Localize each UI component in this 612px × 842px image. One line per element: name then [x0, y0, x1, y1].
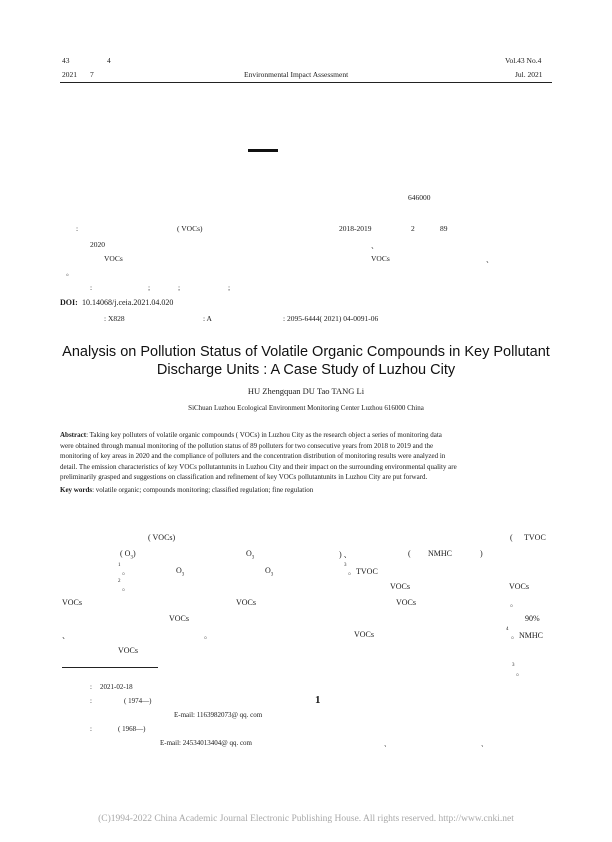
body-o3-d: $O_3$	[265, 566, 274, 578]
author1-email[interactable]: E-mail: 1163982073@ qq. com	[174, 711, 263, 719]
abstract-cn-vocs-3: VOCs	[371, 254, 390, 263]
abstract-cn-dun-2: 、	[486, 255, 494, 264]
abstract-cn-89: 89	[440, 224, 448, 233]
doi-label: DOI:	[60, 298, 78, 307]
body-vocs-r6: VOCs	[169, 614, 190, 623]
page-number: 1	[315, 694, 321, 706]
ref-3b: 3	[512, 663, 515, 668]
abstract-cn-end: 。	[66, 268, 74, 277]
body-tvoc: TVOC	[524, 533, 546, 542]
footnote-dun-2: 、	[481, 740, 488, 748]
body-tvoc-2: 。TVOC	[348, 567, 378, 576]
body-paren-dun: ) 、	[339, 550, 352, 559]
abstract-cn-dun: 、	[371, 241, 379, 250]
body-paren: (	[510, 533, 513, 542]
journal-name: Environmental Impact Assessment	[244, 70, 349, 79]
english-title-line-1: Analysis on Pollution Status of Volatile Organic Compounds in Key Pollutant	[62, 344, 550, 360]
header-rule	[60, 82, 552, 83]
body-o3-a: ( $O_3$)	[120, 549, 136, 561]
received-colon: :	[90, 683, 92, 691]
abstract-cn-colon: :	[76, 224, 79, 233]
body-dot-r7: 。	[204, 631, 212, 640]
abstract-line-4: detail. The emission characteristics of key VOCs pollutantunits in Luzhou City and their impact on the surrounding environmental quality are	[60, 462, 457, 471]
english-abstract	[60, 430, 554, 496]
volume-issue-en: Vol.43 No.4	[505, 56, 542, 65]
ref-1: 1	[118, 563, 121, 568]
abstract-cn-two: 2	[411, 224, 415, 233]
author1-colon: :	[90, 697, 92, 705]
author2-years: ( 1968—)	[118, 725, 146, 733]
body-nmhc-2: 。NMHC	[511, 631, 544, 640]
body-vocs-r5c: VOCs	[396, 598, 417, 607]
received-date: 2021-02-18	[100, 683, 133, 691]
author2-email[interactable]: E-mail: 24534013404@ qq. com	[160, 739, 252, 747]
body-dot-3: 。	[510, 599, 518, 608]
body-vocs-r8: VOCs	[118, 646, 139, 655]
abstract-label: Abstract	[60, 431, 87, 439]
english-title-line-2: Discharge Units : A Case Study of Luzhou City	[156, 362, 456, 378]
abstract-line-3: monitoring of key areas in 2020 and the compliance of polluters and the concentration distribution of monitoring results were analyzed in	[60, 452, 446, 461]
body-o3-c: $O_3$	[176, 566, 185, 578]
abstract-cn-years: 2018-2019	[339, 224, 372, 233]
affiliation-code: 646000	[408, 193, 431, 202]
body-o3-b: $O_3$	[246, 549, 255, 561]
title-mark	[248, 149, 278, 152]
author2-colon: :	[90, 725, 92, 733]
header-year: 2021	[62, 70, 77, 79]
volume-number: 43	[62, 56, 70, 65]
keywords-cn-colon: :	[90, 283, 93, 292]
abstract-line-1: : Taking key polluters of volatile organic compounds ( VOCs) in Luzhou City as the research object a series of monitoring data	[86, 431, 442, 439]
author1-years: ( 1974—)	[124, 697, 152, 705]
body-dot-2: 。	[122, 583, 130, 592]
body-vocs-r5b: VOCs	[236, 598, 257, 607]
body-paren-2: (	[408, 549, 411, 558]
keywords-cn-semi-1: ;	[148, 283, 151, 292]
body-vocs-r4a: VOCs	[390, 582, 411, 591]
ref-4: 4	[506, 627, 509, 632]
date-en: Jul. 2021	[515, 70, 543, 79]
body-close-paren: )	[480, 549, 483, 558]
header-month: 7	[90, 70, 94, 79]
body-90-percent: 90%	[525, 614, 540, 623]
abstract-cn-vocs-2: VOCs	[104, 254, 123, 263]
document-code: : A	[203, 314, 212, 323]
ref-3: 3	[344, 563, 347, 568]
english-authors: HU Zhengquan DU Tao TANG Li	[247, 386, 365, 396]
keywords-cn-semi-2: ;	[178, 283, 181, 292]
body-vocs: ( VOCs)	[148, 533, 176, 542]
copyright-footer: (C)1994-2022 China Academic Journal Electronic Publishing House. All rights reserved. http://www.cnki.net	[98, 814, 514, 824]
footnote-dun-1: 、	[384, 740, 391, 748]
body-dot-r9: 。	[516, 668, 524, 677]
keywords-text: : volatile organic; compounds monitoring; classified regulation; fine regulation	[92, 485, 314, 494]
body-dun-r7: 、	[62, 631, 70, 640]
issue-number: 4	[107, 56, 111, 65]
abstract-cn-vocs: ( VOCs)	[177, 224, 203, 233]
body-vocs-r4b: VOCs	[509, 582, 530, 591]
doi-value[interactable]: 10.14068/j.ceia.2021.04.020	[82, 298, 174, 307]
body-vocs-r7: VOCs	[354, 630, 375, 639]
keywords-cn-semi-3: ;	[228, 283, 231, 292]
keywords-label: Key words	[60, 485, 93, 494]
ref-2: 2	[118, 579, 121, 584]
body-vocs-r5a: VOCs	[62, 598, 83, 607]
body-dot-1: 。	[122, 567, 130, 576]
body-nmhc: NMHC	[428, 549, 453, 558]
footnote-rule	[62, 667, 158, 668]
article-number: : 2095-6444( 2021) 04-0091-06	[283, 314, 379, 323]
clc-number: : X828	[104, 314, 125, 323]
abstract-line-2: were obtained through manual monitoring of the pollution status of 89 polluters for two consecutive years from 2018 to 2019 and the	[60, 441, 434, 450]
english-affiliation: SiChuan Luzhou Ecological Environment Monitoring Center Luzhou 616000 China	[188, 404, 424, 412]
abstract-cn-2020: 2020	[90, 240, 105, 249]
abstract-line-5: preliminarily grasped and suggestions on classification and refinement of key VOCs pollutantunits in Luzhou City are put forward.	[60, 473, 428, 482]
